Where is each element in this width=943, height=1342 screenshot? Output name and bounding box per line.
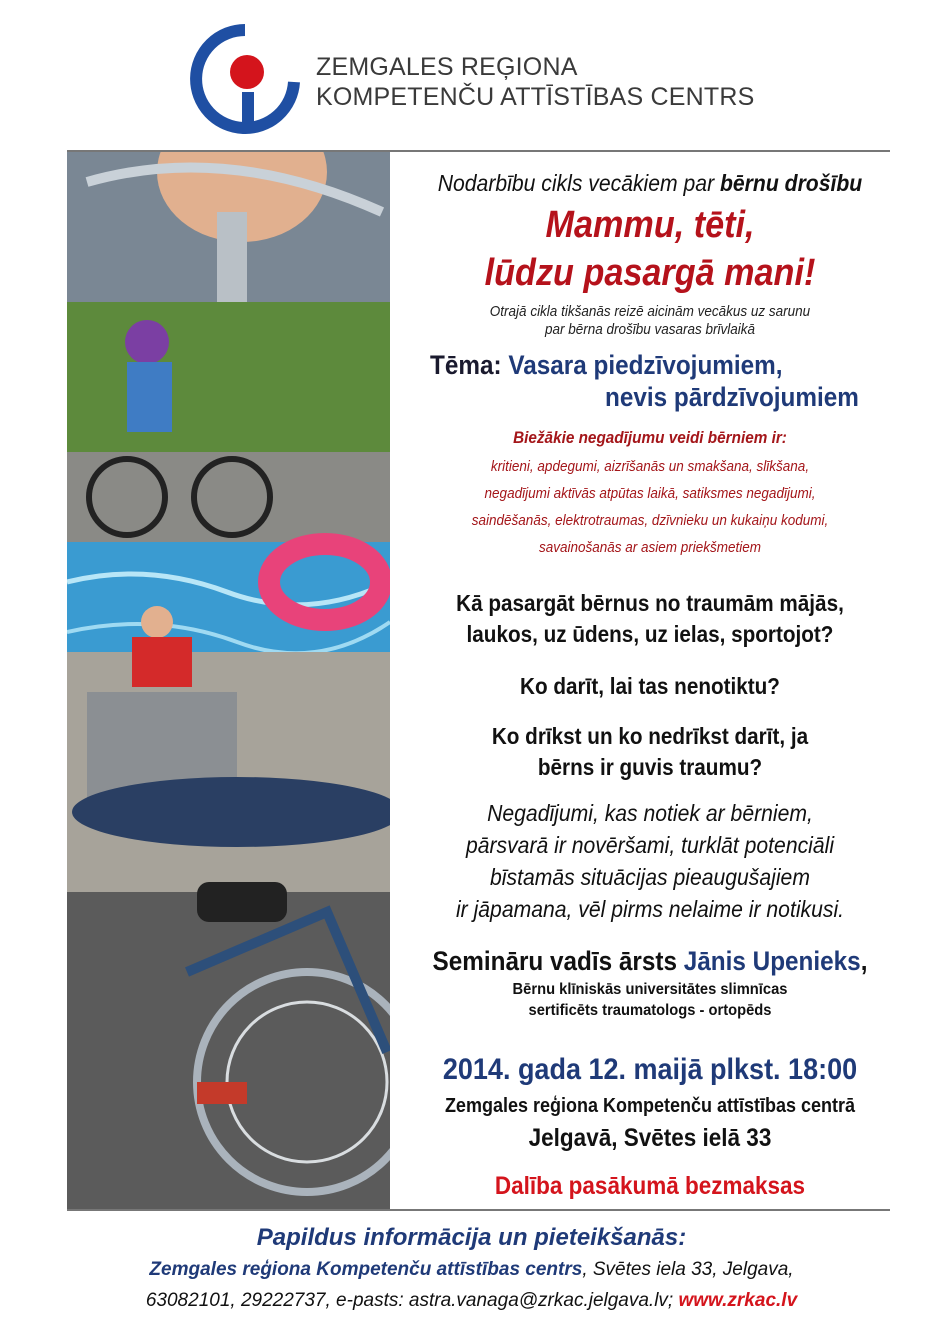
footer-heading: Papildus informācija un pieteikšanās:: [256, 1224, 687, 1251]
theme-line1: [430, 350, 783, 381]
footer-address: , Svētes iela 33, Jelgava,: [582, 1259, 794, 1280]
footer-org: Zemgales reģiona Kompetenču attīstības centrs: [149, 1259, 583, 1280]
accidents-line4: savainošanās ar asiem priekšmetiem: [538, 539, 762, 556]
question3-line2: bērns ir guvis traumu?: [537, 754, 763, 780]
speaker-affiliation: Bērnu klīniskās universitātes slimnīcas: [512, 981, 788, 998]
question1-line1: Kā pasargāt bērnus no traumām mājās,: [456, 590, 844, 616]
event-venue-line1: Zemgales reģiona Kompetenču attīstības centrā: [444, 1095, 856, 1117]
note-line2: pārsvarā ir novēršami, turklāt potenciāli: [465, 832, 835, 858]
intro-bold: bērnu drošību: [719, 170, 863, 196]
question2: Ko darīt, lai tas nenotiktu?: [520, 673, 780, 699]
theme-line2: nevis pārdzīvojumiem: [605, 382, 859, 412]
speaker-name: Jānis Upenieks: [683, 946, 861, 976]
event-venue-line2: Jelgavā, Svētes ielā 33: [528, 1124, 772, 1152]
event-date: 2014. gada 12. maijā plkst. 18:00: [442, 1053, 858, 1086]
note-line1: Negadījumi, kas notiek ar bērniem,: [487, 800, 813, 826]
headline-line1: Mammu, tēti,: [545, 204, 755, 246]
subintro-line1: Otrajā cikla tikšanās reizē aicinām vecākus uz sarunu: [489, 303, 811, 320]
speaker-line: [425, 946, 875, 977]
question3-line1: Ko drīkst un ko nedrīkst darīt, ja: [491, 723, 809, 749]
theme-label: Tēma:: [430, 350, 502, 380]
speaker-suffix: ,: [860, 946, 868, 976]
note-line3: bīstamās situācijas pieaugušajiem: [490, 864, 810, 890]
photo-collage: [67, 152, 390, 1209]
accidents-line2: negadījumi aktīvās atpūtas laikā, satiksmes negadījumi,: [484, 485, 816, 502]
subintro-line2: par bērna drošību vasaras brīvlaikā: [544, 321, 756, 338]
org-logo-icon: [190, 24, 300, 134]
footer-address-line: [0, 1259, 943, 1281]
speaker-specialty: sertificēts traumatologs - ortopēds: [528, 1002, 772, 1019]
collage-illustration: [67, 152, 390, 1209]
footer-contact-line: [0, 1290, 943, 1312]
accidents-line1: kritieni, apdegumi, aizrīšanās un smakšana, slīkšana,: [490, 458, 810, 475]
accidents-line3: saindēšanās, elektrotraumas, dzīvnieku un kukaiņu kodumi,: [471, 512, 829, 529]
accidents-heading: Biežākie negadījumu veidi bērniem ir:: [513, 428, 787, 447]
note-line4: ir jāpamana, vēl pirms nelaime ir notikusi.: [455, 896, 845, 922]
footer-website-link[interactable]: www.zrkac.lv: [678, 1290, 798, 1311]
org-name: [316, 52, 755, 112]
bottom-divider: [67, 1209, 890, 1211]
org-name-line1: ZEMGALES REĢIONA: [316, 53, 578, 81]
intro-line: [420, 170, 880, 197]
theme-text1: Vasara piedzīvojumiem,: [508, 350, 783, 380]
footer-phones-email: 63082101, 29222737, e-pasts: astra.vanaga@zrkac.jelgava.lv;: [145, 1290, 679, 1311]
org-name-line2: KOMPETENČU ATTĪSTĪBAS CENTRS: [316, 83, 755, 111]
question1-line2: laukos, uz ūdens, uz ielas, sportojot?: [466, 621, 834, 647]
intro-prefix: Nodarbību cikls vecākiem par: [437, 170, 720, 196]
event-free-entry: Dalība pasākumā bezmaksas: [494, 1172, 806, 1200]
speaker-prefix: Semināru vadīs ārsts: [432, 946, 684, 976]
headline-line2: lūdzu pasargā mani!: [484, 252, 816, 294]
